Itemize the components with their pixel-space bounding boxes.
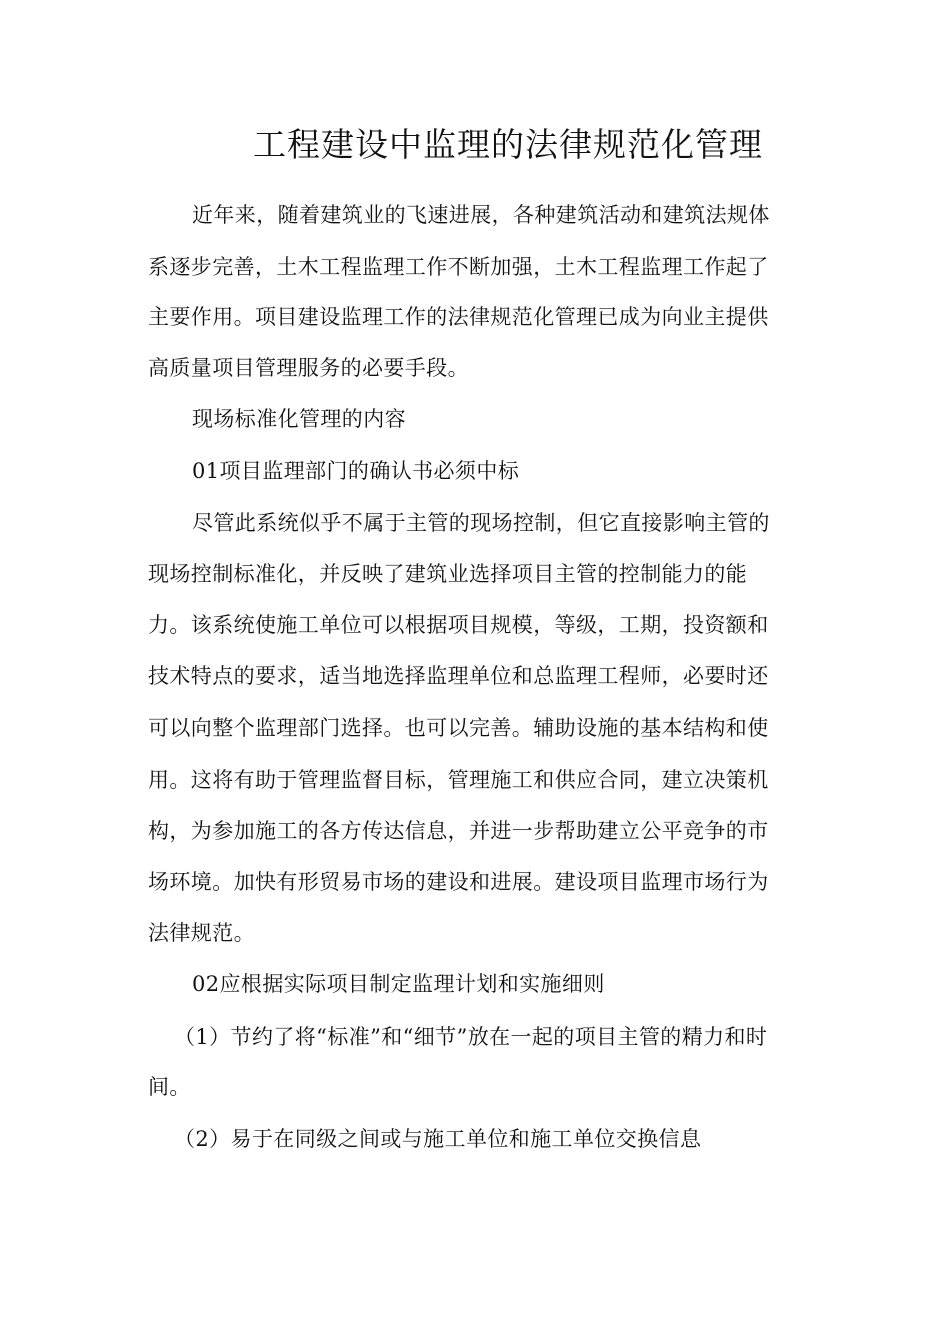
paragraph-body-line-2: 现场控制标准化，并反映了建筑业选择项目主管的控制能力的能 <box>148 562 748 586</box>
document-title: 工程建设中监理的法律规范化管理 <box>253 125 763 164</box>
paragraph-body-line-3: 力。该系统使施工单位可以根据项目规模，等级，工期，投资额和 <box>148 613 769 637</box>
paragraph-body-line-1: 尽管此系统似乎不属于主管的现场控制，但它直接影响主管的 <box>192 511 770 535</box>
subheading-02: 02应根据实际项目制定监理计划和实施细则 <box>192 972 605 996</box>
paragraph-intro-line-1: 近年来，随着建筑业的飞速进展，各种建筑活动和建筑法规体 <box>192 203 770 227</box>
list-item-1-line-1: （1）节约了将“标准”和“细节”放在一起的项目主管的精力和时 <box>174 1025 768 1049</box>
paragraph-body-line-7: 构，为参加施工的各方传达信息，并进一步帮助建立公平竞争的市 <box>148 819 769 843</box>
paragraph-body-line-6: 用。这将有助于管理监督目标，管理施工和供应合同，建立决策机 <box>148 768 769 792</box>
paragraph-body-line-4: 技术特点的要求，适当地选择监理单位和总监理工程师，必要时还 <box>148 664 769 688</box>
paragraph-intro-line-4: 高质量项目管理服务的必要手段。 <box>148 356 469 380</box>
list-item-1-line-2: 间。 <box>148 1075 191 1099</box>
section-heading: 现场标准化管理的内容 <box>192 407 406 431</box>
paragraph-body-line-8: 场环境。加快有形贸易市场的建设和进展。建设项目监理市场行为 <box>148 870 769 894</box>
paragraph-body-line-5: 可以向整个监理部门选择。也可以完善。辅助设施的基本结构和使 <box>148 716 769 740</box>
subheading-01: 01项目监理部门的确认书必须中标 <box>192 459 520 483</box>
paragraph-intro-line-3: 主要作用。项目建设监理工作的法律规范化管理已成为向业主提供 <box>148 305 769 329</box>
list-item-2: （2）易于在同级之间或与施工单位和施工单位交换信息 <box>174 1127 702 1151</box>
paragraph-intro-line-2: 系逐步完善，土木工程监理工作不断加强，土木工程监理工作起了 <box>148 255 769 279</box>
paragraph-body-line-9: 法律规范。 <box>148 921 255 945</box>
